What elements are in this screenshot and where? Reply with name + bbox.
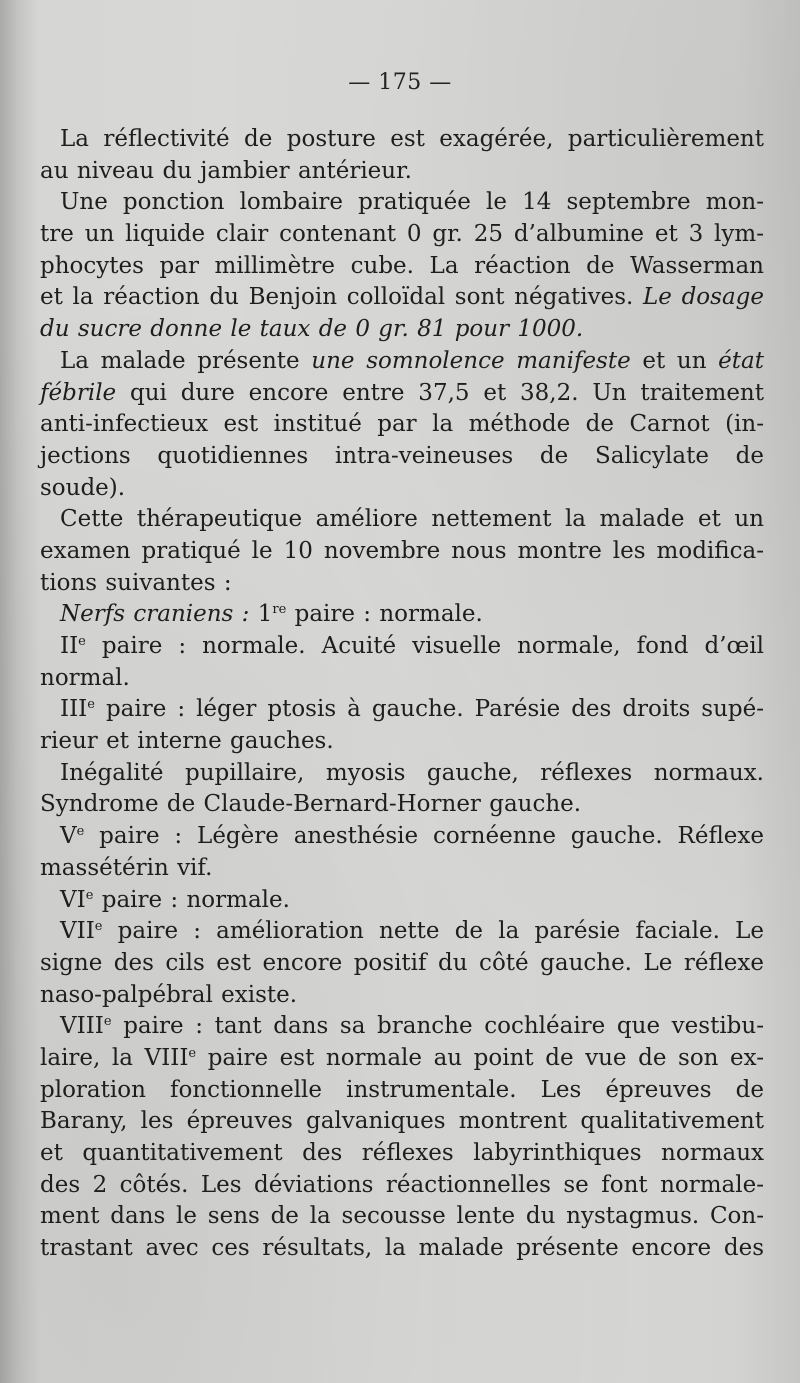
text-line: rieur et interne gauches. [40,728,334,755]
text-line: et la réaction du Benjoin colloïdal sont négatives. Le dosage [40,284,764,311]
body-text [40,124,764,1265]
text-line: Nerfs craniens : 1re paire : normale. [60,601,483,628]
text-line: VIIe paire : amélioration nette de la parésie faciale. Le [60,918,764,945]
text-line: La réflectivité de posture est exagérée, particulièrement [60,126,764,152]
text-line: fébrile qui dure encore entre 37,5 et 38,2. Un traitement [40,379,764,406]
text-line: laire, la VIIIe paire est normale au point de vue de son ex- [40,1044,764,1071]
text-line: au niveau du jambier antérieur. [40,157,412,184]
text-line: VIe paire : normale. [60,886,290,913]
text-line: IIIe paire : léger ptosis à gauche. Parésie des droits supé- [60,696,764,723]
text-line: Syndrome de Claude-Bernard-Horner gauche. [40,791,582,818]
text-line: jections quotidiennes intra-veineuses de Salicylate de [40,442,764,469]
text-line: et quantitativement des réflexes labyrinthiques normaux [40,1140,764,1166]
text-line: VIIIe paire : tant dans sa branche cochléaire que vestibu- [60,1013,764,1040]
text-line: tre un liquide clair contenant 0 gr. 25 d’albumine et 3 lym- [40,221,764,248]
text-line: Cette thérapeutique améliore nettement la malade et un [60,506,764,533]
text-line: anti-infectieux est institué par la méthode de Carnot (in- [40,411,764,438]
text-line: Une ponction lombaire pratiquée le 14 septembre mon- [60,189,764,216]
text-line: signe des cils est encore positif du côté gauche. Le réflexe [40,949,764,976]
text-line: IIe paire : normale. Acuité visuelle normale, fond d’œil [60,633,764,659]
text-line: ploration fonctionnelle instrumentale. Les épreuves de [40,1076,764,1103]
text-line: des 2 côtés. Les déviations réactionnelles se font normale- [40,1171,764,1198]
text-line: normal. [40,664,130,691]
text-line: soude). [40,474,126,501]
text-line: ment dans le sens de la secousse lente du nystagmus. Con- [40,1203,764,1230]
text-line: Barany, les épreuves galvaniques montrent qualitativement [40,1108,764,1135]
text-line: naso-palpébral existe. [40,981,298,1008]
page-number: — 175 — [348,70,452,95]
text-line: du sucre donne le taux de 0 gr. 81 pour 1000. [40,316,584,343]
text-line: massétérin vif. [40,854,213,881]
text-line: La malade présente une somnolence manifeste et un état [60,347,764,374]
text-line: trastant avec ces résultats, la malade présente encore des [40,1235,764,1262]
text-line: Ve paire : Légère anesthésie cornéenne gauche. Réflexe [60,823,764,850]
text-line: tions suivantes : [40,569,232,596]
text-line: Inégalité pupillaire, myosis gauche, réflexes normaux. [60,759,764,786]
text-line: examen pratiqué le 10 novembre nous montre les modifica- [40,537,764,564]
text-line: phocytes par millimètre cube. La réaction de Wasserman [40,252,764,279]
